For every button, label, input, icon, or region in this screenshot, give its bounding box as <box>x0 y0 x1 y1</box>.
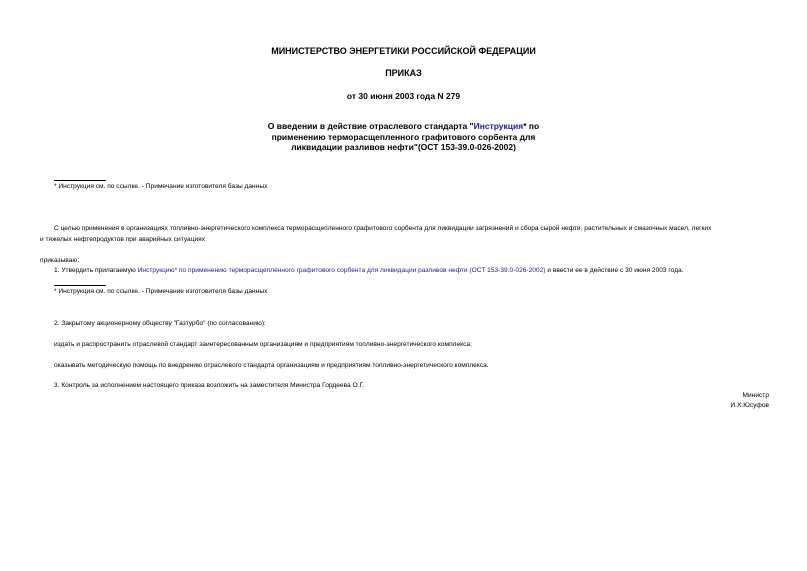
signature-name: И.Х.Юсуфов <box>730 402 769 409</box>
item-1-prefix: 1. Утвердить прилагаемую <box>54 267 138 274</box>
order-word: приказываю: <box>40 257 80 264</box>
item-2b: оказывать методическую помощь по внедрению отраслевого стандарта организациям и предприятиям топливно-энергетического комплекса. <box>54 362 489 369</box>
document-title <box>0 121 807 153</box>
footnote-2: * Инструкция см. по ссылке. - Примечание изготовителя базы данных <box>54 288 268 295</box>
title-part1: О введении в действие отраслевого стандарта " <box>267 121 474 131</box>
instruction-title-link[interactable]: Инструкция <box>473 121 524 131</box>
preamble-line-2: и тяжелых нефтепродуктов при аварийных ситуациях <box>40 236 206 243</box>
footnote-divider <box>54 180 106 181</box>
ministry-heading: МИНИСТЕРСТВО ЭНЕРГЕТИКИ РОССИЙСКОЙ ФЕДЕРАЦИИ <box>271 46 536 56</box>
item-3: 3. Контроль за исполнением настоящего приказа возложить на заместителя Министра Гордеева О.Г. <box>54 382 365 389</box>
footnote-1: * Инструкция см. по ссылке. - Примечание изготовителя базы данных <box>54 183 268 190</box>
date-number: от 30 июня 2003 года N 279 <box>346 91 461 101</box>
title-line-2: применению терморасщепленного графитового сорбента для <box>271 131 536 142</box>
doc-type-heading: ПРИКАЗ <box>385 68 422 78</box>
item-2: 2. Закрытому акционерному обществу "Газтурбо" (по согласованию): <box>54 320 266 327</box>
item-1 <box>54 266 684 275</box>
title-line-3: ликвидации разливов нефти"(ОСТ 153-39.0-026-2002) <box>291 142 516 152</box>
item-1-suffix: и ввести ее в действие с 30 июня 2003 года. <box>545 267 684 274</box>
signature-block <box>730 391 769 411</box>
title-part2: * по <box>523 121 540 131</box>
signature-position: Министр <box>742 392 769 399</box>
instruction-link[interactable]: Инструкцию* по применению терморасщепленного графитового сорбента для ликвидации разливов нефти (ОСТ 153-39.0-026-2002) <box>137 267 546 274</box>
preamble-line-1: С целью применения в организациях топливно-энергетического комплекса терморасщепленного графитового сорбента для ликвидации загрязнений и сбора сырой нефти, растительных и смазочных масел, легких <box>54 225 712 232</box>
footnote-divider <box>54 285 106 286</box>
item-2a: издать и распространить отраслевой стандарт заинтересованным организациям и предприятиям топливно-энергетического комплекса; <box>54 341 472 348</box>
title-line-1 <box>0 121 807 132</box>
